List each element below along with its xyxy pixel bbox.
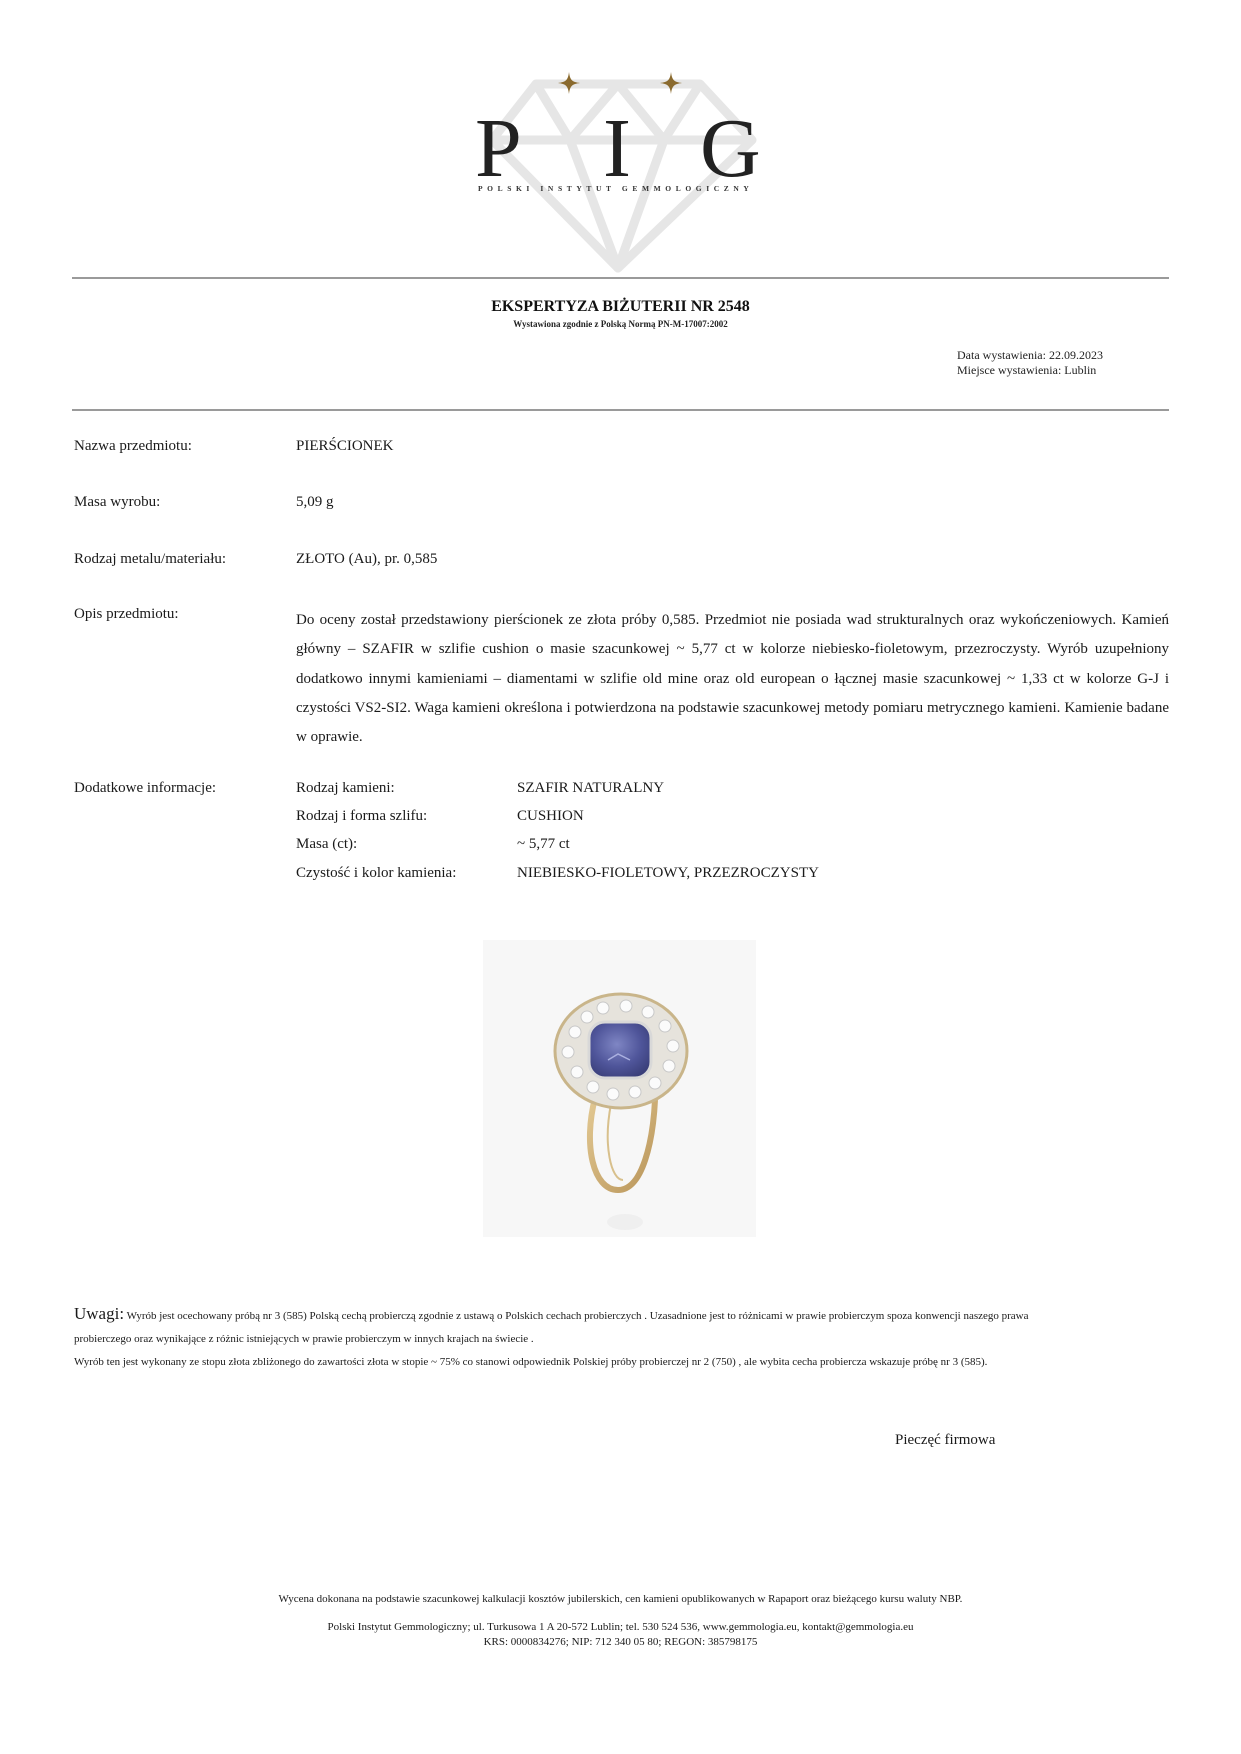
cut-label: Rodzaj i forma szlifu: [296,808,428,824]
carat-value: ~ 5,77 ct [517,836,570,852]
issue-date: Data wystawienia: 22.09.2023 [957,348,1103,362]
item-mass-value: 5,09 g [296,494,334,510]
cut-value: CUSHION [517,808,584,824]
stone-type-value: SZAFIR NATURALNY [517,780,665,796]
notes-line-1 [74,1304,1029,1324]
footer-valuation: Wycena dokonana na podstawie szacunkowej kalkulacji kosztów jubilerskich, cen kamieni opublikowanych w Rapaport oraz bieżącego kursu waluty NBP. [278,1593,963,1605]
item-name-label: Nazwa przedmiotu: [74,438,192,454]
star-icon [660,72,682,94]
item-name-value: PIERŚCIONEK [296,438,394,454]
pig-logo [460,72,780,282]
document-norm: Wystawiona zgodnie z Polską Normą PN-M-17007:2002 [513,319,728,329]
company-stamp-label: Pieczęć firmowa [895,1432,996,1448]
footer-registry: KRS: 0000834276; NIP: 712 340 05 80; REGON: 385798175 [483,1636,758,1648]
logo-subtitle: POLSKI INSTYTUT GEMMOLOGICZNY [478,184,754,193]
ring-image-icon [483,940,756,1237]
description-text: Do oceny został przedstawiony pierścionek ze złota próby 0,585. Przedmiot nie posiada wad strukturalnych oraz wykończeniowych. Kamień główny – SZAFIR w szlifie cushion o masie szacunkowej ~ 5,77 ct w kolorze niebiesko-fioletowym, przezroczysty. Wyrób uzupełniony dodatkowo innymi kamieniami – diamentami w szlifie old mine oraz old european o łącznej masie szacunkowej ~ 1,33 ct w kolorze G-J i czystości VS2-SI2. Waga kamieni określona i potwierdzona na podstawie szacunkowej metody pomiaru metrycznego kamieni. Kamienie badane w oprawie. [296,612,1169,746]
stone-type-label: Rodzaj kamieni: [296,780,395,796]
ring-photo [483,940,756,1237]
logo-letter-i: I [603,102,631,195]
issue-place: Miejsce wystawienia: Lublin [957,363,1097,377]
clarity-color-value: NIEBIESKO-FIOLETOWY, PRZEZROCZYSTY [517,865,819,881]
header-divider [72,277,1169,279]
notes-line-2: probierczego oraz wynikające z różnic istniejących w prawie probierczym w innych krajach na świecie . [74,1333,534,1345]
section-divider [72,409,1169,411]
notes-heading: Uwagi: [74,1304,125,1323]
logo-letter-g: G [700,102,761,195]
clarity-color-label: Czystość i kolor kamienia: [296,865,457,881]
document-title: EKSPERTYZA BIŻUTERII NR 2548 [491,298,750,315]
notes-text-1: Wyrób jest ocechowany próbą nr 3 (585) Polską cechą probierczą zgodnie z ustawą o Polskich cechach probierczych . Uzasadnione jest to różnicami w prawie probierczym spoza konwencji naszego prawa [126,1310,1029,1322]
metal-value: ZŁOTO (Au), pr. 0,585 [296,551,438,567]
logo-letter-p: P [475,102,522,195]
additional-info-label: Dodatkowe informacje: [74,780,217,796]
carat-label: Masa (ct): [296,836,358,852]
description-label: Opis przedmiotu: [74,606,179,622]
notes-line-3: Wyrób ten jest wykonany ze stopu złota zbliżonego do zawartości złota w stopie ~ 75% co stanowi odpowiednik Polskiej próby probierczej nr 2 (750) , ale wybita cecha probiercza wskazuje próbę nr 3 (585). [74,1356,988,1368]
star-icon [558,72,580,94]
metal-label: Rodzaj metalu/materiału: [74,551,227,567]
item-mass-label: Masa wyrobu: [74,494,161,510]
footer-address: Polski Instytut Gemmologiczny; ul. Turkusowa 1 A 20-572 Lublin; tel. 530 524 536, www.gemmologia.eu, kontakt@gemmologia.eu [327,1621,914,1633]
